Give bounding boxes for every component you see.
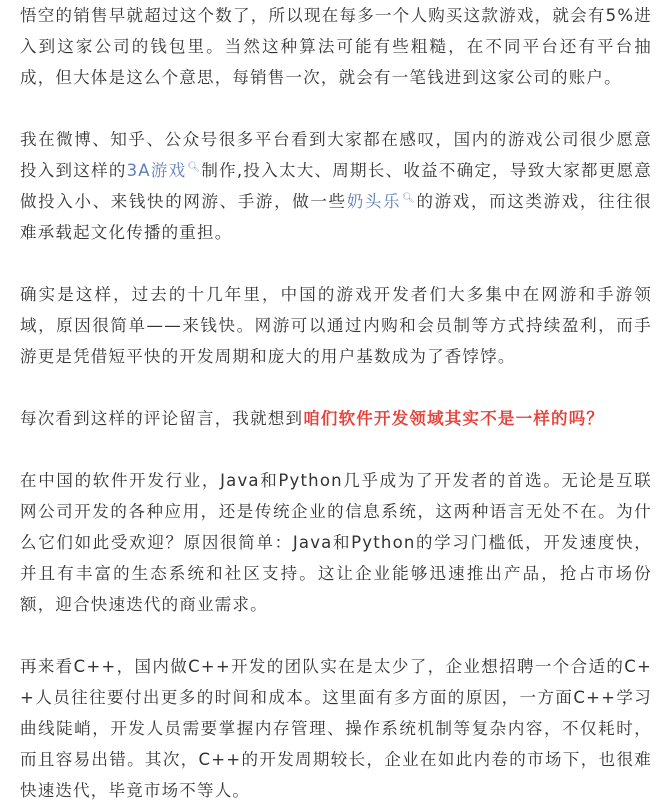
keyword-link-label[interactable]: 3A游戏 — [126, 161, 187, 180]
paragraph-spacer — [20, 93, 652, 124]
keyword-link-3a-games[interactable]: 3A游戏🔍︎ — [126, 161, 202, 180]
paragraph-text-segment: 每次看到这样的评论留言，我就想到 — [20, 409, 304, 428]
paragraph-cpp: 再来看C++，国内做C++开发的团队实在是太少了，企业想招聘一个合适的C++人员往往要付出更多的时间和成本。这里面有多方面的原因，一方面C++学习曲线陡峭，开发人员需要掌握内存管理、操作系统机制等复杂内容，不仅耗时，而且容易出错。其次，C++的开发周期较长，企业在如此内卷的市场下，也很难快速迭代，毕竟市场不等人。 — [20, 657, 652, 800]
paragraph-spacer — [20, 620, 652, 651]
paragraph-text-segment: 我在微博、知乎、公众号很多平台看到大家都在感叹，国内的游戏公司很少愿意投入到这样的 — [20, 130, 652, 180]
keyword-link-naitoule[interactable]: 奶头乐🔍︎ — [346, 192, 417, 211]
keyword-link-label[interactable]: 奶头乐 — [346, 192, 402, 211]
paragraph-sales: 悟空的销售早就超过这个数了，所以现在每多一个人购买这款游戏，就会有5%进入到这家公司的钱包里。当然这种算法可能有些粗糙，在不同平台还有平台抽成，但大体是这么个意思，每销售一次，就会有一笔钱进到这家公司的账户。 — [20, 6, 652, 87]
paragraph-java-python: 在中国的软件开发行业，Java和Python几乎成为了开发者的首选。无论是互联网公司开发的各种应用，还是传统企业的信息系统，这两种语言无处不在。为什么它们如此受欢迎？原因很简单：Java和Python的学习门槛低，开发速度快，并且有丰富的生态系统和社区支持。这让企业能够迅速推出产品，抢占市场份额，迎合快速迭代的商业需求。 — [20, 471, 652, 614]
paragraph-spacer — [20, 434, 652, 465]
paragraph-spacer — [20, 372, 652, 403]
paragraph-mobile-games: 确实是这样，过去的十几年里，中国的游戏开发者们大多集中在网游和手游领域，原因很简单——来钱快。网游可以通过内购和会员制等方式持续盈利，而手游更是凭借短平快的开发周期和庞大的用户基数成为了香饽饽。 — [20, 285, 652, 366]
paragraph-comment-reflection — [20, 403, 652, 434]
highlighted-question: 咱们软件开发领域其实不是一样的吗？ — [303, 409, 605, 428]
paragraph-game-industry — [20, 124, 652, 248]
paragraph-spacer — [20, 248, 652, 279]
article-body — [20, 0, 652, 806]
paragraph-text-segment: 的游戏，而这类游戏，往往很难承载起文化传播的重担。 — [20, 192, 652, 242]
paragraph-text-segment: 制作,投入太大、周期长、收益不确定，导致大家都更愿意做投入小、来钱快的网游、手游，做一些 — [20, 161, 652, 211]
